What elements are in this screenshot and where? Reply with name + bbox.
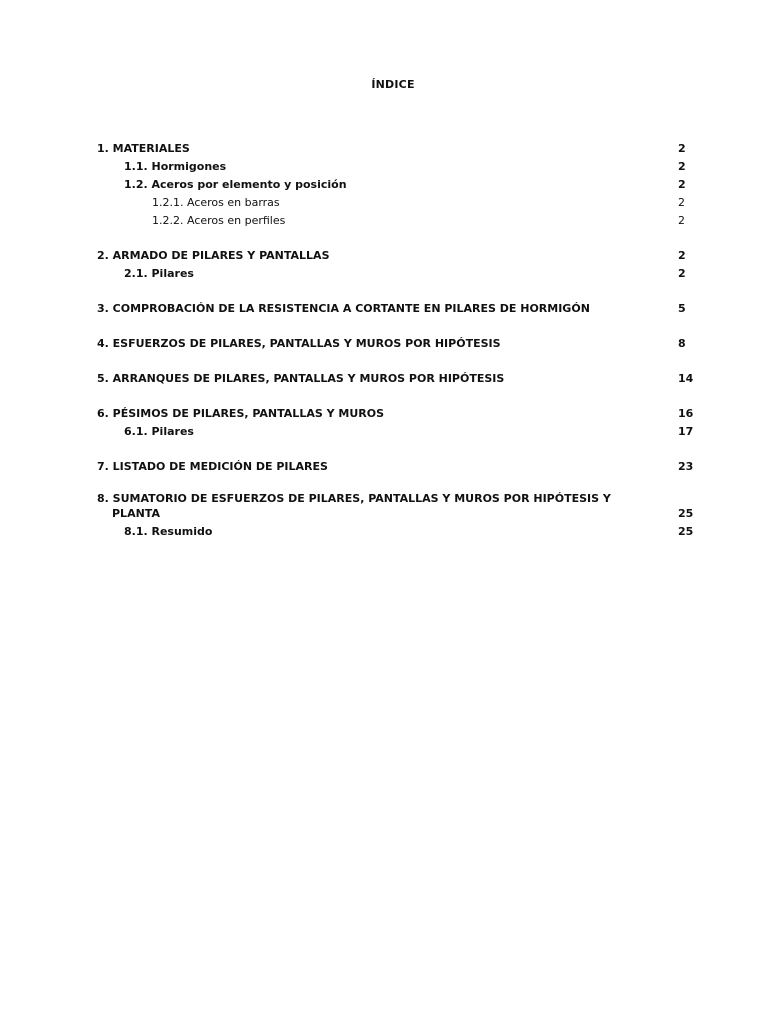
toc-entry-7[interactable] [97,456,697,474]
toc-entry-label-line2: PLANTA [112,507,160,520]
toc-entry-page: 2 [678,160,686,173]
toc-entry-label: 3. COMPROBACIÓN DE LA RESISTENCIA A CORTANTE EN PILARES DE HORMIGÓN [97,302,590,315]
toc-entry-label: 1.2. Aceros por elemento y posición [124,178,347,191]
toc-entry-1-1[interactable] [97,156,697,174]
toc-title: ÍNDICE [371,78,415,91]
toc-entry-label: 8.1. Resumido [124,525,213,538]
toc-entry-page: 17 [678,425,694,438]
toc-entry-page: 2 [678,249,686,262]
toc-entry-label: 2.1. Pilares [124,267,194,280]
toc-entry-8-1[interactable] [97,521,697,539]
toc-entry-3[interactable] [97,298,697,316]
toc-entry-label: 5. ARRANQUES DE PILARES, PANTALLAS Y MUROS POR HIPÓTESIS [97,372,505,385]
toc-entry-label-line1: 8. SUMATORIO DE ESFUERZOS DE PILARES, PANTALLAS Y MUROS POR HIPÓTESIS Y [97,492,611,505]
toc-entry-1-2-2[interactable] [97,210,697,228]
toc-entry-page: 2 [678,178,686,191]
spacer [97,228,697,245]
toc-entry-1[interactable] [97,138,697,156]
toc-entry-page: 14 [678,372,694,385]
toc-entry-page: 25 [678,507,694,520]
toc-entry-page: 25 [678,525,694,538]
toc-entry-page: 2 [678,267,686,280]
spacer [97,281,697,298]
toc-entry-page: 8 [678,337,686,350]
toc-entry-label: 6.1. Pilares [124,425,194,438]
toc-entry-1-2-1[interactable] [97,192,697,210]
toc-entry-page: 2 [678,196,685,209]
toc-entry-4[interactable] [97,333,697,351]
toc-entry-label: 1.2.1. Aceros en barras [152,196,280,209]
toc-entry-page: 23 [678,460,694,473]
toc-entry-5[interactable] [97,368,697,386]
toc-entry-6-1[interactable] [97,421,697,439]
toc-entry-page: 2 [678,214,685,227]
toc-entry-2-1[interactable] [97,263,697,281]
spacer [97,386,697,403]
toc-entry-label: 2. ARMADO DE PILARES Y PANTALLAS [97,249,330,262]
spacer [97,474,697,491]
toc-entry-label: 6. PÉSIMOS DE PILARES, PANTALLAS Y MUROS [97,407,385,420]
toc-entry-label: 4. ESFUERZOS DE PILARES, PANTALLAS Y MUROS POR HIPÓTESIS [97,337,501,350]
toc-entry-label: 1. MATERIALES [97,142,190,155]
table-of-contents [97,138,697,539]
spacer [97,316,697,333]
spacer [97,351,697,368]
toc-entry-2[interactable] [97,245,697,263]
toc-entry-label [97,491,662,521]
toc-entry-label: 7. LISTADO DE MEDICIÓN DE PILARES [97,460,328,473]
toc-entry-label: 1.2.2. Aceros en perfiles [152,214,286,227]
toc-entry-page: 16 [678,407,694,420]
spacer [97,439,697,456]
toc-entry-8[interactable] [97,491,697,521]
toc-entry-1-2[interactable] [97,174,697,192]
toc-entry-page: 2 [678,142,686,155]
toc-entry-6[interactable] [97,403,697,421]
toc-entry-page: 5 [678,302,686,315]
toc-entry-label: 1.1. Hormigones [124,160,227,173]
